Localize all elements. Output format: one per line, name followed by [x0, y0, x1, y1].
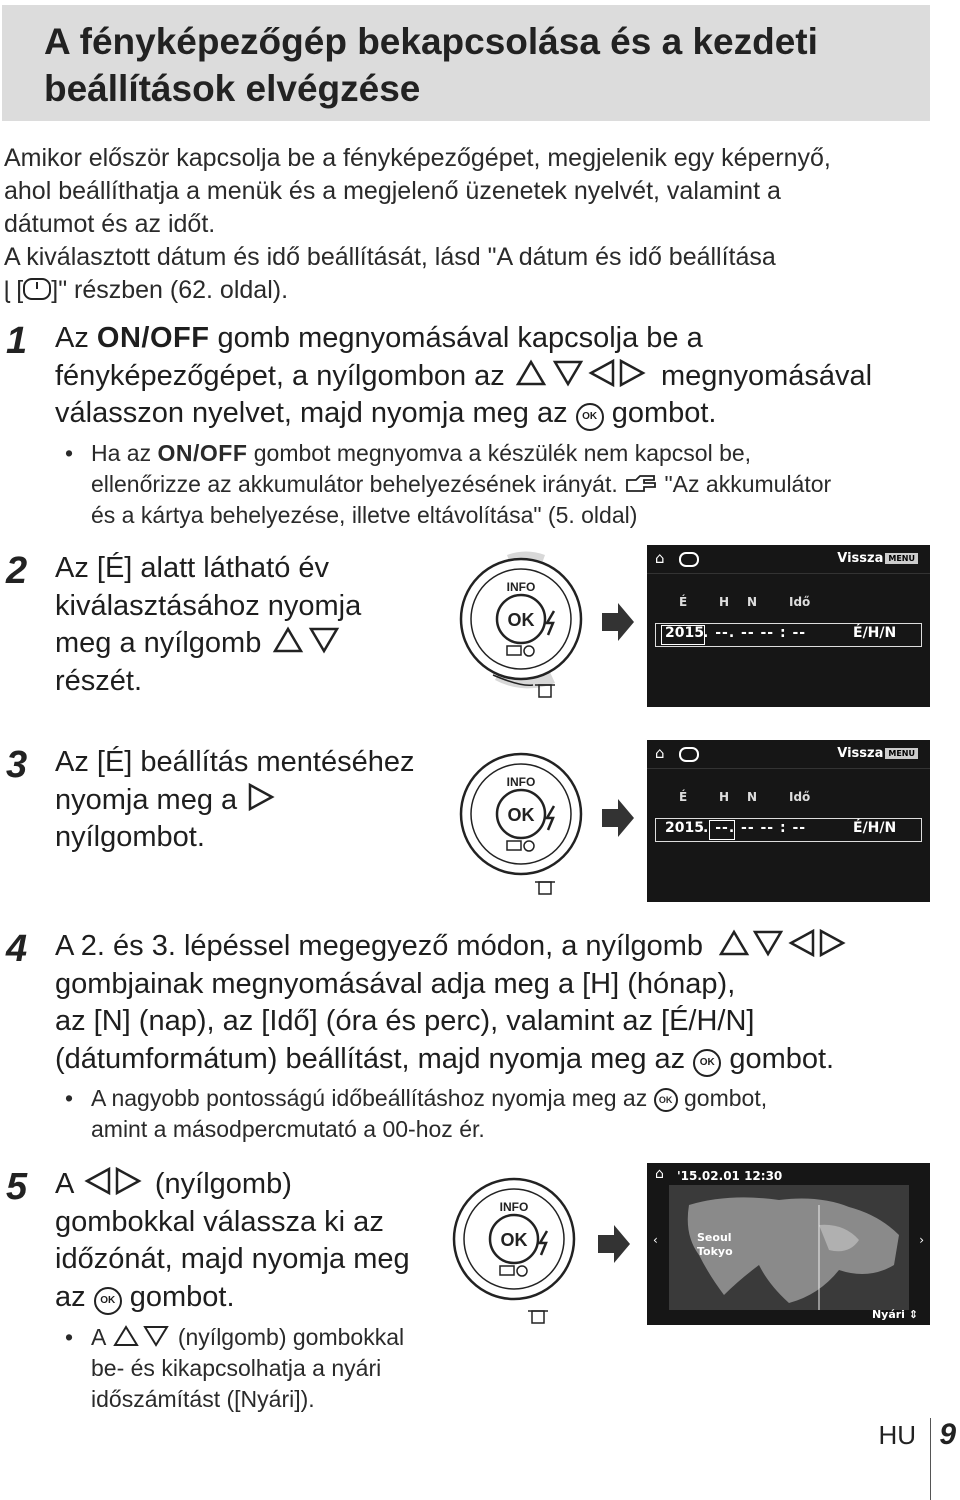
clock-icon: [23, 278, 51, 300]
arrow-right-icon: [600, 600, 636, 644]
step-number: 4: [6, 928, 28, 970]
step4-bullet: • A nagyobb pontosságú időbeállításhoz nyomja meg az OK gombot, amint a másodpercmutató a 00-hoz ér.: [65, 1085, 768, 1142]
page-title: A fényképezőgép bekapcsolása és a kezdeti beállítások elvégzése: [44, 21, 818, 109]
arrow-pad-icon: [513, 358, 653, 388]
dial-ok-label: OK: [507, 610, 535, 630]
step4-text: A 2. és 3. lépéssel megegyező módon, a nyílgomb gombjainak megnyomásával adja meg a [H] (hónap), az [N] (nap), az [Idő] (óra és perc), valamint az [É/H/N] (dátumformátum) beállítást, majd nyomja meg az OK gombot.: [55, 928, 935, 1078]
reference-hand-icon: [624, 473, 658, 495]
intro-line: A kiválasztott dátum és idő beállítását, lásd "A dátum és idő beállítása: [4, 243, 776, 271]
step5-text: A (nyílgomb) gombokkal válassza ki az időzónát, majd nyomja meg az OK gombot.: [55, 1168, 410, 1313]
dial-info-label: INFO: [499, 1200, 529, 1214]
clock-icon: [679, 747, 699, 762]
dial-info-label: INFO: [506, 580, 536, 594]
ok-button-icon: OK: [576, 403, 604, 431]
left-right-arrow-icon: [81, 1166, 147, 1196]
right-arrow-icon: [245, 782, 277, 812]
page-number: 9: [939, 1418, 956, 1451]
wrench-icon: ɭ: [4, 277, 10, 304]
dial-ok-label: OK: [500, 1230, 528, 1250]
language-label: HU: [878, 1420, 916, 1450]
dial-info-label: INFO: [506, 775, 536, 789]
up-down-arrow-icon: [111, 1324, 171, 1348]
step-number: 1: [6, 320, 28, 362]
clock-icon: [679, 552, 699, 567]
up-down-arrow-icon: [269, 625, 343, 655]
lcd-date-screen: ⌂ Vissza MENU É H N Idő 2015 . --. -- -- : -- É/H/N: [647, 545, 930, 707]
lcd-date-screen: ⌂ Vissza MENU É H N Idő 2015 . --. -- -- : -- É/H/N: [647, 740, 930, 902]
step1-text: Az ON/OFF gomb megnyomásával kapcsolja be a fényképezőgépet, a nyílgombon az megnyomásával válasszon nyelvet, majd nyomja meg az OK gombot.: [55, 322, 873, 429]
arrow-right-icon: [596, 1222, 632, 1266]
step2-text: Az [É] alatt látható év kiválasztásához nyomja meg a nyílgomb részét.: [55, 552, 362, 697]
step5-bullet: • A (nyílgomb) gombokkal be- és kikapcsolhatja a nyári időszámítást ([Nyári]).: [65, 1324, 405, 1412]
right-arrow-icon: ›: [919, 1233, 924, 1247]
step-number: 3: [6, 744, 28, 786]
step1-bullet: • Ha az ON/OFF gombot megnyomva a készülék nem kapcsol be, ellenőrizze az akkumulátor behelyezésének irányát. "Az akkumulátor és a kártya behelyezése, illetve eltávolítása" (5. oldal): [65, 440, 832, 528]
world-datetime: '15.02.01 12:30: [677, 1169, 783, 1183]
step-number: 5: [6, 1166, 28, 1208]
left-arrow-icon: ‹: [653, 1233, 658, 1247]
dial-ok-label: OK: [507, 805, 535, 825]
home-icon: ⌂: [655, 1166, 664, 1182]
step3-text: Az [É] beállítás mentéséhez nyomja meg a nyílgombot.: [55, 746, 415, 853]
dst-label: Nyári ⇕: [871, 1308, 918, 1321]
lcd-world-time-screen: [647, 1163, 930, 1325]
ok-button-icon: OK: [94, 1287, 122, 1315]
ok-button-icon: OK: [654, 1088, 678, 1112]
step-number: 2: [6, 550, 28, 592]
home-icon: ⌂: [655, 744, 665, 762]
intro-line: ɭ [ ]" részben (62. oldal).: [4, 274, 934, 307]
intro-line: dátumot és az időt.: [4, 210, 216, 238]
arrow-right-icon: [600, 796, 636, 840]
home-icon: ⌂: [655, 549, 665, 567]
control-dial-illustration: [455, 740, 605, 905]
city-label: Seoul: [697, 1231, 732, 1244]
city-label: Tokyo: [697, 1245, 733, 1258]
arrow-pad-icon: [711, 928, 851, 958]
onoff-label: ON/OFF: [96, 322, 210, 354]
intro-line: Amikor először kapcsolja be a fényképezőgépet, megjelenik egy képernyő,: [4, 144, 831, 172]
intro-line: ahol beállíthatja a menük és a megjelenő üzenetek nyelvét, valamint a: [4, 177, 781, 205]
footer-divider: [930, 1418, 931, 1500]
ok-button-icon: OK: [693, 1049, 721, 1077]
control-dial-illustration: [455, 545, 605, 710]
control-dial-illustration: [448, 1165, 598, 1330]
